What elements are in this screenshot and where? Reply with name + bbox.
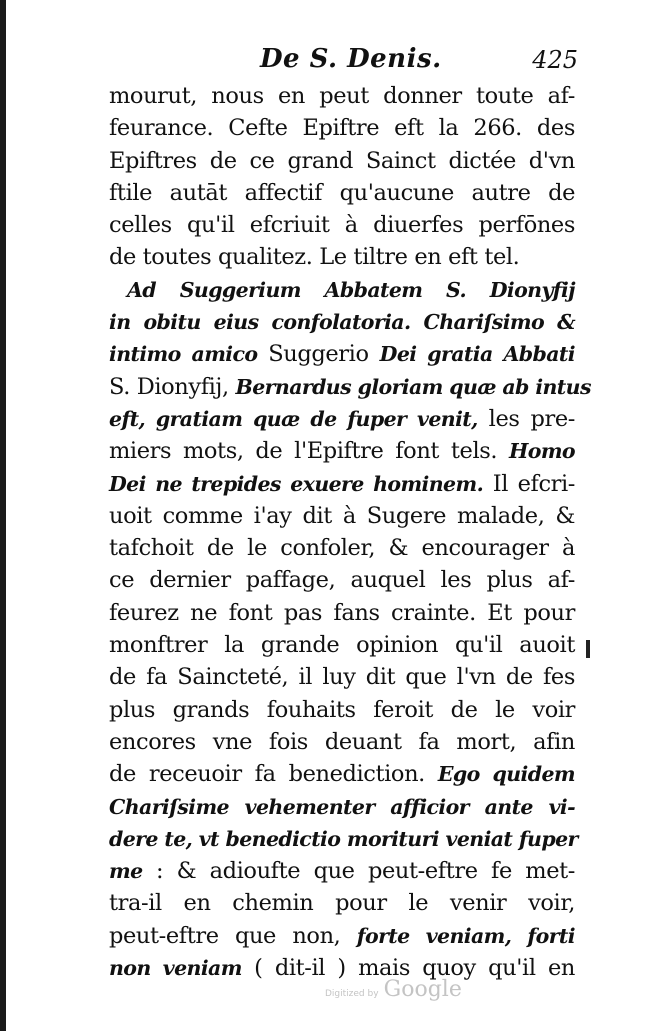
margin-mark — [586, 640, 590, 658]
text-line — [109, 338, 575, 370]
text-line — [109, 306, 575, 338]
page-number: 425 — [532, 46, 578, 74]
body-text — [109, 80, 591, 984]
text-segment: les pre- — [477, 405, 576, 432]
text-segment: de receuoir fa benediction. — [109, 761, 438, 788]
text-segment: ( dit-il ) mais quoy qu'il en — [241, 955, 575, 982]
text-segment: tra-il en chemin pour le venir voir, — [109, 890, 575, 917]
italic-latin-segment: non veniam — [109, 956, 242, 981]
text-line — [109, 855, 575, 887]
text-segment: mourut, nous en peut donner toute af- — [109, 83, 575, 109]
text-line — [109, 468, 575, 500]
text-line — [109, 145, 575, 177]
text-line — [109, 823, 578, 855]
text-line — [109, 371, 591, 403]
text-segment: de toutes qualitez. Le tiltre en eft tel. — [109, 244, 520, 271]
watermark-brand: Google — [383, 977, 462, 1002]
text-line — [109, 274, 575, 306]
text-segment: S. Dionyfij, — [109, 373, 236, 400]
text-segment: miers mots, de l'Epiftre font tels. — [109, 438, 509, 465]
italic-latin-segment: Dei ne trepides exuere hominem. — [109, 471, 484, 496]
text-line — [109, 532, 575, 564]
text-segment: Il efcri- — [483, 470, 575, 497]
text-segment: ftile autāt affectif qu'aucune autre de — [109, 179, 575, 206]
text-segment: feurez ne font pas fans crainte. Et pour — [109, 599, 575, 626]
text-segment: : & adioufte que peut-eftre fe met- — [142, 858, 575, 885]
text-segment: plus grands fouhaits feroit de le voir — [109, 696, 575, 723]
text-line — [109, 403, 575, 435]
text-segment: feurance. Cefte Epiftre eft la 266. des — [109, 115, 575, 142]
text-segment: monftrer la grande opinion qu'il auoit — [109, 632, 575, 659]
text-line — [109, 209, 575, 241]
italic-latin-segment: Ego quidem — [437, 762, 575, 787]
text-segment: de fa Saincteté, il luy dit que l'vn de fes — [109, 664, 575, 691]
italic-latin-segment: Ad Suggerium Abbatem S. Dionyfij — [127, 277, 575, 302]
page-binding-edge — [0, 0, 6, 1031]
text-line — [109, 661, 575, 693]
text-line — [109, 726, 575, 758]
digitized-watermark — [325, 977, 462, 1002]
text-segment: ce dernier paffage, auquel les plus af- — [109, 567, 575, 594]
italic-latin-segment: me — [109, 859, 143, 884]
text-line — [109, 694, 575, 726]
text-line — [109, 887, 575, 919]
text-segment: celles qu'il efcriuit à diuerfes perfōnes — [109, 212, 575, 239]
text-line — [109, 177, 575, 209]
text-line — [109, 629, 575, 661]
italic-latin-segment: intimo amico — [109, 342, 269, 367]
text-line — [109, 758, 575, 790]
text-line — [109, 920, 575, 952]
italic-latin-segment: Chariſsime vehementer afficior ante vi- — [109, 794, 575, 819]
text-line — [109, 791, 575, 823]
text-line — [109, 597, 575, 629]
text-line — [109, 80, 575, 112]
text-segment: uoit comme i'ay dit à Sugere malade, & — [109, 502, 575, 529]
text-segment: peut-eftre que non, — [109, 922, 357, 949]
text-segment: encores vne fois deuant fa mort, afin — [109, 728, 575, 755]
italic-latin-segment: dere te, vt benedictio morituri veniat fuper — [109, 826, 578, 851]
text-line — [109, 112, 575, 144]
text-line — [109, 435, 575, 467]
text-segment: Epiftres de ce grand Sainct dictée d'vn — [109, 147, 575, 174]
italic-latin-segment: Homo — [508, 439, 575, 464]
italic-latin-segment: forte veniam, forti — [356, 923, 575, 948]
italic-latin-segment: eft, gratiam quæ de fuper venit, — [109, 406, 478, 431]
text-line — [109, 500, 575, 532]
watermark-prefix: Digitized by — [325, 989, 379, 999]
page-header — [110, 44, 580, 78]
text-line — [109, 241, 575, 273]
italic-latin-segment: Bernardus gloriam quæ ab intus — [235, 374, 591, 399]
running-title: De S. Denis. — [260, 44, 442, 74]
text-segment: Suggerio — [268, 341, 380, 368]
text-line — [109, 564, 575, 596]
text-segment: tafchoit de le confoler, & encourager à — [109, 535, 575, 562]
italic-latin-segment: Dei gratia Abbati — [379, 342, 575, 367]
italic-latin-segment: in obitu eius confolatoria. Chariſsimo & — [109, 310, 575, 335]
